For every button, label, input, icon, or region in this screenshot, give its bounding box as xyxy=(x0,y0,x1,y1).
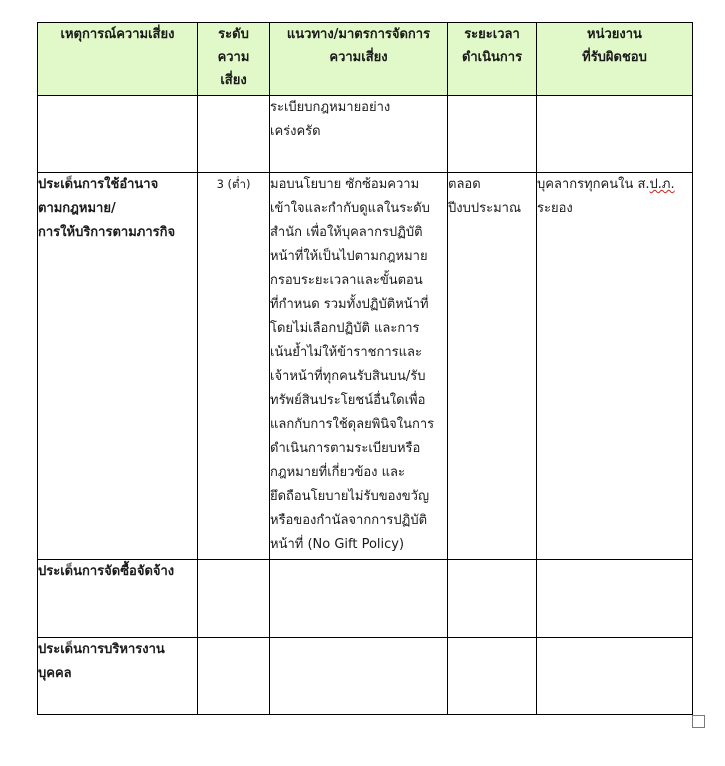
header-risk-measure xyxy=(270,23,448,96)
text-line: บุคคล xyxy=(38,666,72,681)
header-risk-event xyxy=(38,23,198,96)
text-line: กรอบระยะเวลาและขั้นตอน xyxy=(270,273,423,288)
cell-event xyxy=(38,560,198,638)
owner-line xyxy=(537,173,692,197)
cell-owner-empty xyxy=(537,560,693,638)
cell-measure xyxy=(270,173,448,560)
text-line: เข้าใจและกำกับดูแลในระดับ xyxy=(270,201,430,216)
text-line: สำนัก เพื่อให้บุคลากรปฏิบัติ xyxy=(270,225,423,240)
text-line: แลกกับการใช้ดุลยพินิจในการ xyxy=(270,417,435,432)
text-line: ปีงบประมาณ xyxy=(448,201,521,216)
cell-period-empty xyxy=(448,638,537,715)
text-line: ประเด็นการใช้อำนาจ xyxy=(38,177,159,192)
text-line: ประเด็นการบริหารงาน xyxy=(38,642,165,657)
text-line: ตลอด xyxy=(448,177,481,192)
table-row xyxy=(38,96,693,173)
header-line: ดำเนินการ xyxy=(461,50,523,65)
risk-management-table xyxy=(37,22,693,715)
cell-event xyxy=(38,173,198,560)
text-line: ดำเนินการตามระเบียบหรือ xyxy=(270,441,421,456)
table-row xyxy=(38,638,693,715)
cell-event-empty xyxy=(38,96,198,173)
header-line: ความ xyxy=(217,50,250,65)
text-line: ที่กำหนด รวมทั้งปฏิบัติหน้าที่ xyxy=(270,297,429,312)
spellcheck-underlined-text: ป.ภ. xyxy=(649,177,675,192)
text-line: หน้าที่ (No Gift Policy) xyxy=(270,537,405,552)
text-line: เน้นย้ำไม่ให้ข้าราชการและ xyxy=(270,345,422,360)
text-line: หรือของกำนัลจากการปฏิบัติ xyxy=(270,513,428,528)
text-line: หน้าที่ให้เป็นไปตามกฎหมาย xyxy=(270,249,428,264)
text-line: ระเบียบกฎหมายอย่าง xyxy=(270,100,391,115)
owner-line: ระยอง xyxy=(537,201,573,216)
text-line: มอบนโยบาย ซักซ้อมความ xyxy=(270,177,420,192)
text-line: ประเด็นการจัดซื้อจัดจ้าง xyxy=(38,564,175,579)
cell-level xyxy=(198,173,270,560)
text-line: ตามกฎหมาย/ xyxy=(38,201,116,216)
cell-owner-empty xyxy=(537,638,693,715)
header-line: เสี่ยง xyxy=(220,73,247,88)
header-line: ระดับ xyxy=(218,27,249,42)
text-line: เคร่งครัด xyxy=(270,124,321,139)
header-line: ระยะเวลา xyxy=(464,27,520,42)
cell-measure xyxy=(270,96,448,173)
cell-measure-empty xyxy=(270,638,448,715)
header-period xyxy=(448,23,537,96)
table-header-row xyxy=(38,23,693,96)
cell-level-empty xyxy=(198,96,270,173)
text-line: กฎหมายที่เกี่ยวข้อง และ xyxy=(270,465,405,480)
header-line: แนวทาง/มาตรการจัดการ xyxy=(286,27,431,42)
header-owner xyxy=(537,23,693,96)
cell-event xyxy=(38,638,198,715)
header-line: ความเสี่ยง xyxy=(329,50,388,65)
cell-level-empty xyxy=(198,560,270,638)
cell-level-empty xyxy=(198,638,270,715)
text-line: เจ้าหน้าที่ทุกคนรับสินบน/รับ xyxy=(270,369,426,384)
text-line: ยึดถือนโยบายไม่รับของขวัญ xyxy=(270,489,430,504)
table-resize-handle[interactable] xyxy=(692,715,705,728)
cell-period-empty xyxy=(448,560,537,638)
text-line: การให้บริการตามภารกิจ xyxy=(38,225,176,240)
cell-owner xyxy=(537,173,693,560)
cell-owner-empty xyxy=(537,96,693,173)
header-risk-event-label: เหตุการณ์ความเสี่ยง xyxy=(60,27,175,42)
header-line: หน่วยงาน xyxy=(587,27,642,42)
header-line: ที่รับผิดชอบ xyxy=(582,50,647,65)
owner-text: บุคลากรทุกคนใน ส. xyxy=(537,177,650,192)
cell-measure-empty xyxy=(270,560,448,638)
text-line: ทรัพย์สินประโยชน์อื่นใดเพื่อ xyxy=(270,393,426,408)
table-row xyxy=(38,560,693,638)
cell-period xyxy=(448,173,537,560)
table-row xyxy=(38,173,693,560)
text-line: โดยไม่เลือกปฏิบัติ และการ xyxy=(270,321,420,336)
header-risk-level xyxy=(198,23,270,96)
cell-period-empty xyxy=(448,96,537,173)
risk-level-value: 3 (ต่ำ) xyxy=(216,177,251,191)
